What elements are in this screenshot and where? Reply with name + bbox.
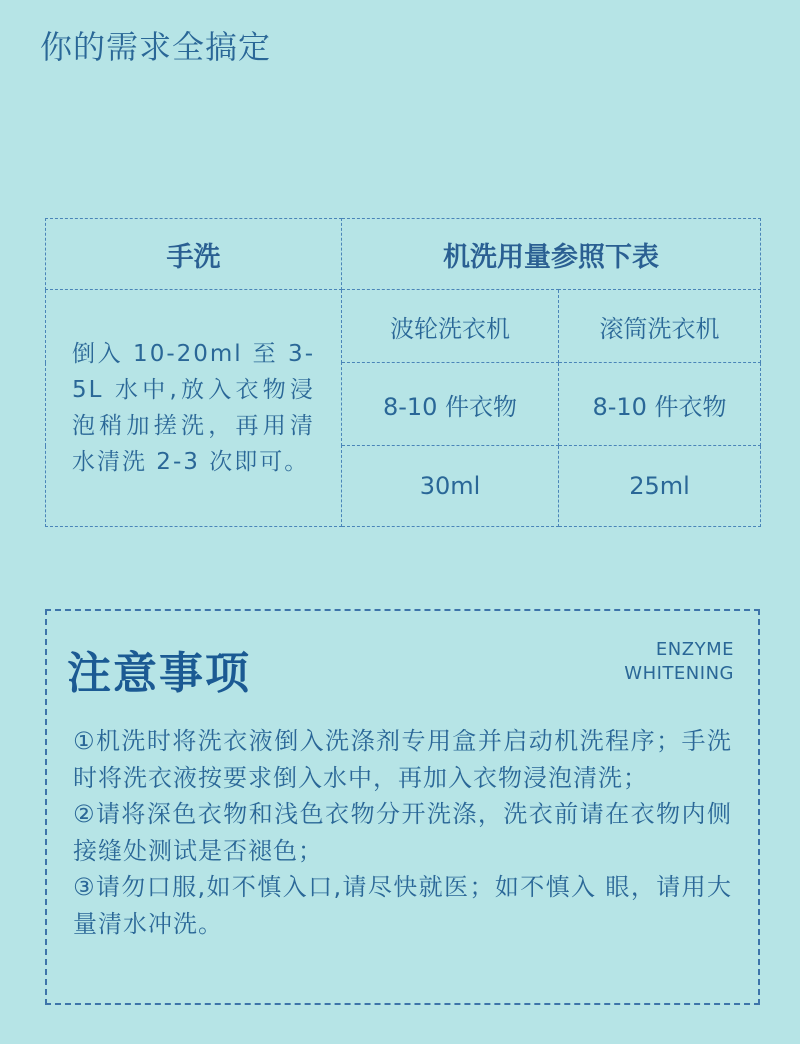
hand-wash-header: 手洗 — [46, 219, 342, 290]
load-drum: 8-10 件衣物 — [559, 363, 761, 446]
machine-wash-header: 机洗用量参照下表 — [342, 219, 761, 290]
notes-body — [73, 723, 732, 943]
dosage-pulsator: 30ml — [342, 446, 559, 527]
notes-tag — [624, 638, 734, 686]
notes-tag-line2: WHITENING — [624, 663, 734, 684]
load-pulsator: 8-10 件衣物 — [342, 363, 559, 446]
usage-table — [45, 218, 761, 527]
note-item: ①机洗时将洗衣液倒入洗涤剂专用盒并启动机洗程序；手洗时将洗衣液按要求倒入水中，再加入衣物浸泡清洗； — [73, 727, 732, 792]
page-title: 你的需求全搞定 — [40, 28, 272, 66]
hand-wash-instructions: 倒入 10-20ml 至 3-5L 水中,放入衣物浸泡稍加搓洗，再用清水清洗 2-3 次即可。 — [46, 290, 342, 527]
machine-type-drum: 滚筒洗衣机 — [559, 290, 761, 363]
dosage-drum: 25ml — [559, 446, 761, 527]
note-item: ②请将深色衣物和浅色衣物分开洗涤，洗衣前请在衣物内侧接缝处测试是否褪色； — [73, 800, 732, 865]
note-item: ③请勿口服,如不慎入口,请尽快就医；如不慎入 眼，请用大量清水冲洗。 — [73, 873, 732, 938]
machine-type-pulsator: 波轮洗衣机 — [342, 290, 559, 363]
notes-box — [45, 609, 760, 1005]
notes-tag-line1: ENZYME — [655, 639, 734, 660]
notes-title: 注意事项 — [67, 648, 251, 699]
